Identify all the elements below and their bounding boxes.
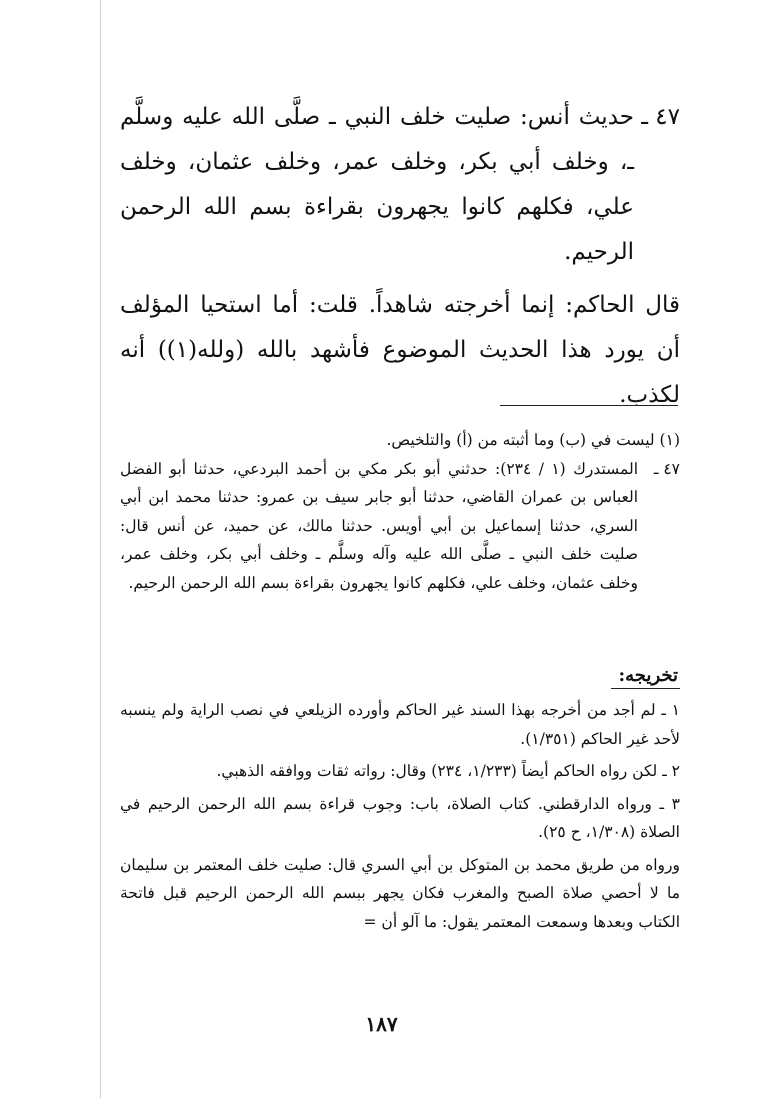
hadith-text: حديث أنس: صليت خلف النبي ـ صلَّى الله عليه وسلَّم ـ، وخلف أبي بكر، وخلف عمر، وخلف عثمان، وخلف علي، فكلهم كانوا يجهرون بقراءة بسم الله الرحمن الرحيم. — [120, 104, 634, 265]
footnote-47-text: المستدرك (١ / ٢٣٤): حدثني أبو بكر مكي بن أحمد البردعي، حدثنا أبو الفضل العباس بن عمران القاضي، حدثنا أبو جابر سيف بن عمرو: حدثنا محمد ابن أبي السري، حدثنا إسماعيل بن أبي أويس. حدثنا مالك، عن حميد، عن أنس قال: صليت خلف النبي ـ صلَّى الله عليه وآله وسلَّم ـ وخلف أبي بكر، وخلف عمر، وخلف عثمان، وخلف علي، فكلهم كانوا يجهرون بقراءة بسم الله الرحمن الرحيم. — [120, 459, 638, 592]
takhrij-item: ٢ ـ لكن رواه الحاكم أيضاً (١/٢٣٣، ٢٣٤) وقال: رواته ثقات ووافقه الذهبي. — [216, 762, 680, 780]
page-number: ١٨٧ — [365, 1012, 398, 1036]
footnote-47 — [120, 455, 680, 598]
takhrij-item: ١ ـ لم أجد من أخرجه بهذا السند غير الحاكم وأورده الزيلعي في نصب الراية ولم ينسبه لأحد غير الحاكم (١/٣٥١). — [120, 701, 680, 748]
footnote-separator — [500, 405, 678, 406]
page-edge-line — [100, 0, 101, 1098]
footnote-1: (١) ليست في (ب) وما أثبته من (أ) والتلخيص. — [386, 431, 680, 449]
comment-paragraph: قال الحاكم: إنما أخرجته شاهداً. قلت: أما استحيا المؤلف أن يورد هذا الحديث الموضوع فأشهد بالله (ولله(١)) أنه لكذب. — [120, 292, 681, 408]
hadith-entry — [120, 95, 680, 275]
footnote-47-number: ٤٧ ـ — [653, 459, 680, 478]
takhrij-item: ورواه من طريق محمد بن المتوكل بن أبي السري قال: صليت خلف المعتمر بن سليمان ما لا أحصي صلاة الصبح والمغرب فكان يجهر ببسم الله الرحمن الرحيم قبل فاتحة الكتاب وبعدها وسمعت المعتمر يقول: ما آلو أن = — [120, 855, 680, 931]
takhrij-item: ٣ ـ ورواه الدارقطني. كتاب الصلاة، باب: وجوب قراءة بسم الله الرحمن الرحيم في الصلاة (١/٣٠٨، ح ٢٥). — [120, 794, 680, 841]
takhrij-section — [120, 696, 680, 940]
footnotes — [120, 426, 680, 597]
entry-number: ٤٧ ـ — [641, 104, 680, 130]
main-text — [120, 95, 680, 418]
takhrij-heading: تخريجه: — [611, 664, 680, 689]
